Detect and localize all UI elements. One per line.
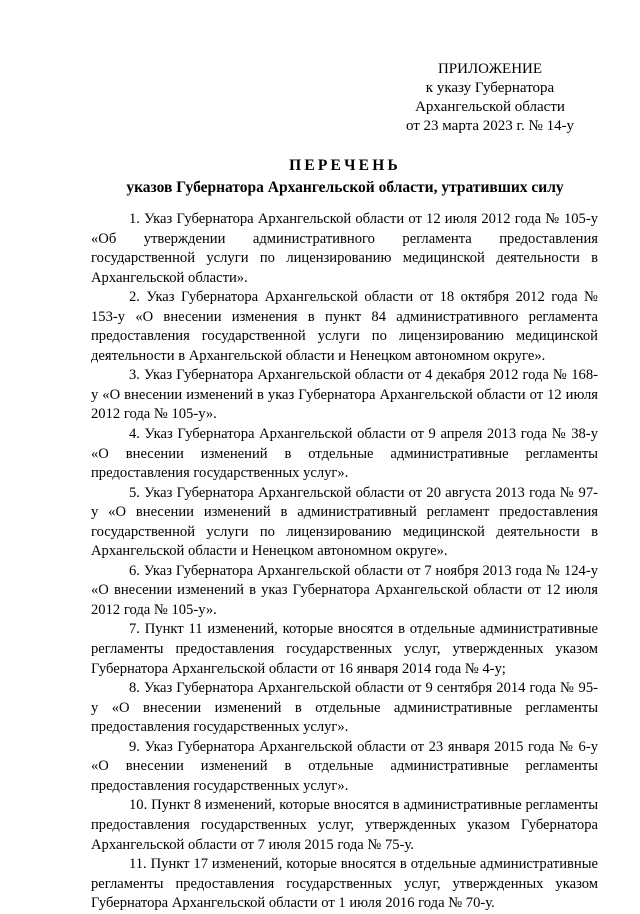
decree-list <box>91 210 598 914</box>
appendix-block <box>380 60 600 136</box>
document-title: ПЕРЕЧЕНЬ <box>289 157 401 174</box>
list-item: 2. Указ Губернатора Архангельской области от 18 октября 2012 года № 153-у «О внесении изменения в пункт 84 административного регламента предоставления государственной услуги по лицензированию медицинской деятельности в Архангельской области и Ненецком автономном округе». <box>91 289 598 364</box>
list-item: 5. Указ Губернатора Архангельской области от 20 августа 2013 года № 97-у «О внесении изменений в административный регламент предоставления государственной услуги по лицензированию медицинской деятельности в Архангельской области и Ненецком автономном округе». <box>91 484 598 560</box>
appendix-title: ПРИЛОЖЕНИЕ <box>437 61 543 77</box>
list-item: 8. Указ Губернатора Архангельской области от 9 сентября 2014 года № 95-у «О внесении изменений в отдельные административные регламенты предоставления государственных услуг». <box>91 680 598 736</box>
list-item: 7. Пункт 11 изменений, которые вносятся в отдельные административные регламенты предоставления государственных услуг, утвержденных указом Губернатора Архангельской области от 16 января 2014 года № 4-у; <box>91 621 598 677</box>
list-item: 11. Пункт 17 изменений, которые вносятся в отдельные административные регламенты предоставления государственных услуг, утвержденных указом Губернатора Архангельской области от 1 июля 2016 года № 70-у. <box>91 856 598 912</box>
document-subtitle: указов Губернатора Архангельской области, утративших силу <box>126 179 564 196</box>
list-item: 3. Указ Губернатора Архангельской области от 4 декабря 2012 года № 168-у «О внесении изменений в указ Губернатора Архангельской области от 12 июля 2012 года № 105-у». <box>91 367 598 423</box>
list-item: 1. Указ Губернатора Архангельской области от 12 июля 2012 года № 105-у «Об утверждении административного регламента предоставления государственной услуги по лицензированию медицинской деятельности в Архангельской области». <box>91 211 598 286</box>
document-heading <box>90 156 600 197</box>
list-item: 10. Пункт 8 изменений, которые вносятся в административные регламенты предоставления государственных услуг, утвержденных указом Губернатора Архангельской области от 7 июля 2015 года № 75-у. <box>91 797 598 853</box>
appendix-date-number: от 23 марта 2023 г. № 14-у <box>405 118 575 134</box>
appendix-line: к указу Губернатора <box>425 80 555 96</box>
appendix-line: Архангельской области <box>415 99 565 115</box>
list-item: 9. Указ Губернатора Архангельской области от 23 января 2015 года № 6-у «О внесении изменений в отдельные административные регламенты предоставления государственных услуг». <box>91 738 598 794</box>
list-item: 4. Указ Губернатора Архангельской области от 9 апреля 2013 года № 38-у «О внесении изменений в отдельные административные регламенты предоставления государственных услуг». <box>91 426 598 482</box>
list-item: 6. Указ Губернатора Архангельской области от 7 ноября 2013 года № 124-у «О внесении изменений в указ Губернатора Архангельской области от 12 июля 2012 года № 105-у». <box>91 562 598 618</box>
